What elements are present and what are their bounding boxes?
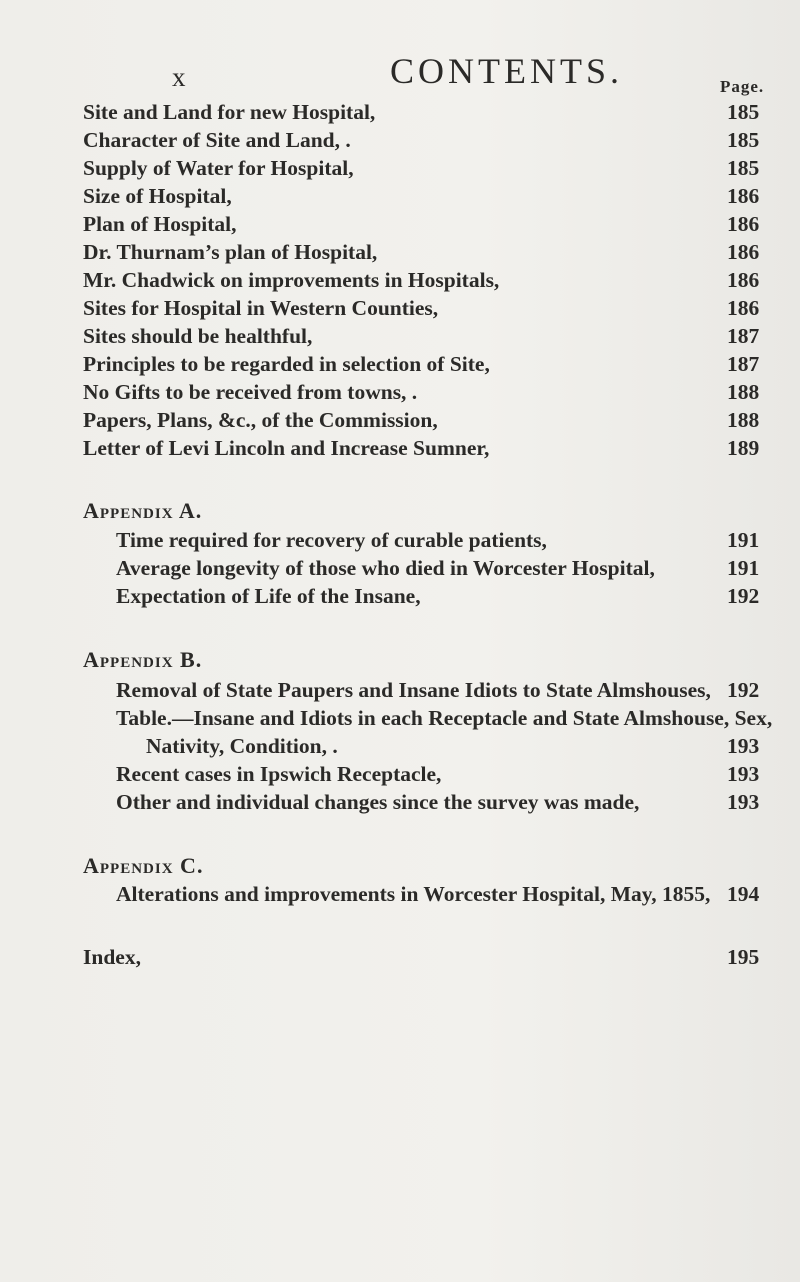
entry-page: 189 xyxy=(727,436,760,460)
toc-entry xyxy=(0,266,800,294)
entry-page: 185 xyxy=(727,128,760,152)
entry-text: Sites for Hospital in Western Counties, xyxy=(83,296,439,320)
toc-entry xyxy=(0,182,800,210)
entry-page: 193 xyxy=(727,790,760,814)
toc-entry xyxy=(0,294,800,322)
entry-page: 195 xyxy=(727,945,760,969)
toc-entry xyxy=(0,732,800,760)
entry-page: 186 xyxy=(727,240,760,264)
entry-text: Dr. Thurnam’s plan of Hospital, xyxy=(83,240,378,264)
entry-text: Principles to be regarded in selection of Site, xyxy=(83,352,490,376)
entry-page: 191 xyxy=(727,528,760,552)
entry-page: 185 xyxy=(727,156,760,180)
entry-text: Recent cases in Ipswich Receptacle, xyxy=(116,762,442,786)
entry-text: Site and Land for new Hospital, xyxy=(83,100,376,124)
entry-text: Expectation of Life of the Insane, xyxy=(116,584,421,608)
toc-entry xyxy=(0,880,800,908)
toc-entry xyxy=(0,704,800,732)
entry-page: 192 xyxy=(727,584,760,608)
entry-text: Removal of State Paupers and Insane Idiots to State Almshouses, xyxy=(116,678,711,702)
entry-page: 191 xyxy=(727,556,760,580)
entry-page: 186 xyxy=(727,184,760,208)
entry-text: Character of Site and Land, . xyxy=(83,128,351,152)
entry-page: 187 xyxy=(727,324,760,348)
entry-text: Average longevity of those who died in Worcester Hospital, xyxy=(116,556,655,580)
toc-entry xyxy=(0,554,800,582)
entry-text: Sites should be healthful, xyxy=(83,324,313,348)
entry-page: 193 xyxy=(727,734,760,758)
toc-entry xyxy=(0,788,800,816)
toc-entry xyxy=(0,378,800,406)
toc-entry xyxy=(0,676,800,704)
appendix-a-heading: Appendix A. xyxy=(83,498,203,523)
toc-entry xyxy=(0,434,800,462)
toc-entry xyxy=(0,582,800,610)
entry-text: Nativity, Condition, . xyxy=(146,734,338,758)
entry-page: 193 xyxy=(727,762,760,786)
entry-text: Alterations and improvements in Worcester Hospital, May, 1855, xyxy=(116,882,711,906)
toc-entry xyxy=(0,322,800,350)
page-title: CONTENTS. xyxy=(390,51,623,91)
toc-entry xyxy=(0,760,800,788)
entry-text: No Gifts to be received from towns, . xyxy=(83,380,418,404)
entry-page: 186 xyxy=(727,212,760,236)
appendix-c-heading: Appendix C. xyxy=(83,853,204,878)
appendix-b-heading: Appendix B. xyxy=(83,647,203,672)
toc-entry xyxy=(0,238,800,266)
entry-text: Table.—Insane and Idiots in each Receptacle and State Almshouse, Sex, xyxy=(116,706,773,730)
entry-text: Mr. Chadwick on improvements in Hospitals, xyxy=(83,268,500,292)
entry-text: Time required for recovery of curable patients, xyxy=(116,528,547,552)
entry-text: Letter of Levi Lincoln and Increase Sumner, xyxy=(83,436,490,460)
entry-page: 188 xyxy=(727,408,760,432)
page-column-label: Page. xyxy=(720,77,765,96)
entry-page: 186 xyxy=(727,296,760,320)
entry-page: 192 xyxy=(727,678,760,702)
entry-page: 188 xyxy=(727,380,760,404)
entry-text: Plan of Hospital, xyxy=(83,212,237,236)
toc-entry xyxy=(0,98,800,126)
toc-entry xyxy=(0,210,800,238)
toc-entry xyxy=(0,526,800,554)
entry-text: Size of Hospital, xyxy=(83,184,232,208)
entry-page: 185 xyxy=(727,100,760,124)
entry-text: Other and individual changes since the survey was made, xyxy=(116,790,640,814)
entry-page: 186 xyxy=(727,268,760,292)
toc-entry xyxy=(0,154,800,182)
toc-entry xyxy=(0,126,800,154)
entry-text: Index, xyxy=(83,945,141,969)
toc-entry xyxy=(0,406,800,434)
entry-text: Supply of Water for Hospital, xyxy=(83,156,354,180)
toc-entry xyxy=(0,350,800,378)
entry-page: 194 xyxy=(727,882,760,906)
entry-text: Papers, Plans, &c., of the Commission, xyxy=(83,408,438,432)
entry-page: 187 xyxy=(727,352,760,376)
toc-entry-index xyxy=(0,943,800,971)
page-number: x xyxy=(172,62,187,92)
